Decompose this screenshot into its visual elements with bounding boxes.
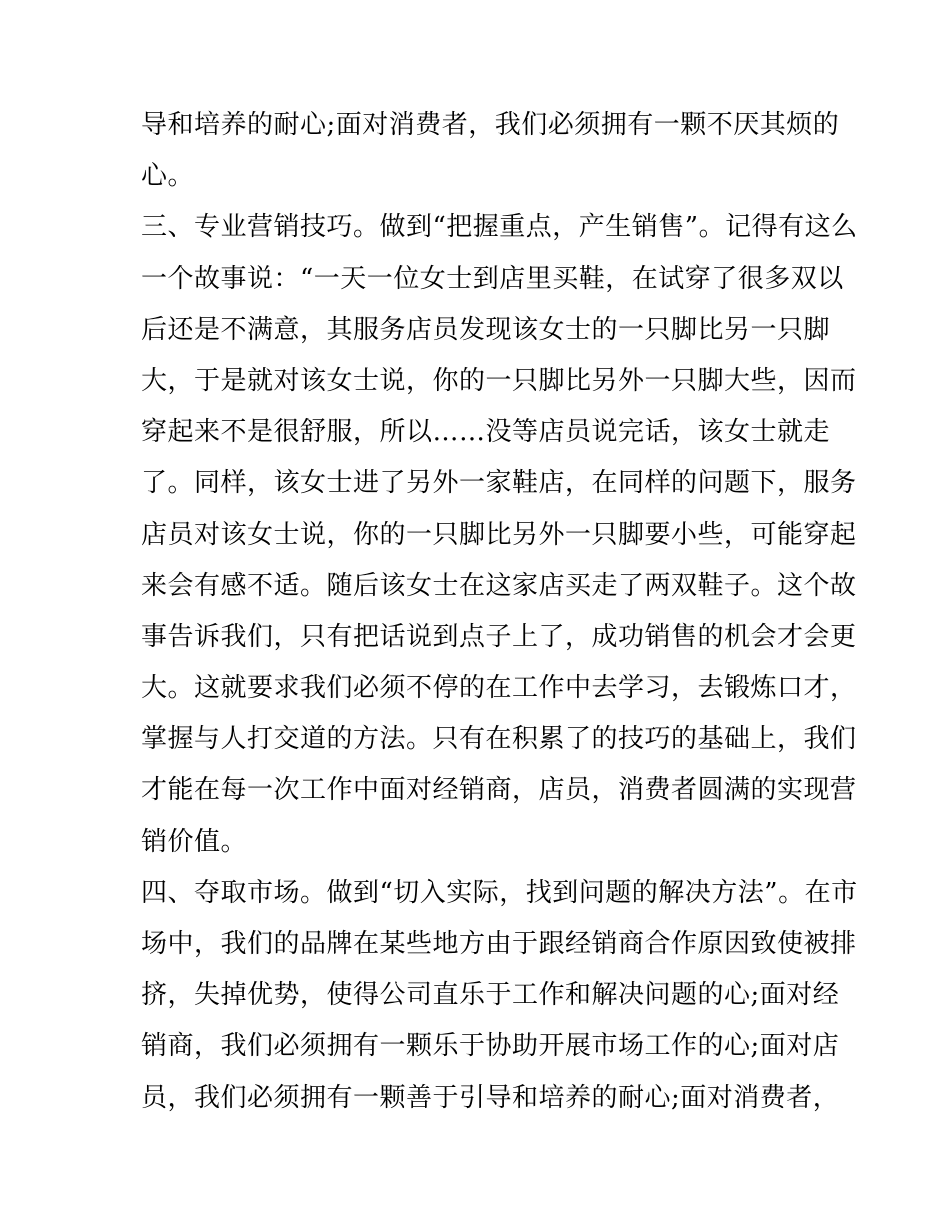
text-line: 三、专业营销技巧。做到“把握重点，产生销售”。记得有这么 (141, 212, 858, 243)
body-text (141, 100, 858, 1124)
text-line: 心。 (141, 161, 195, 192)
text-line: 穿起来不是很舒服，所以……没等店员说完话，该女士就走 (141, 417, 831, 448)
text-line: 挤，失掉优势，使得公司直乐于工作和解决问题的心;面对经 (141, 980, 840, 1011)
text-line: 掌握与人打交道的方法。只有在积累了的技巧的基础上，我们 (141, 724, 857, 755)
text-line: 销商，我们必须拥有一颗乐于协助开展市场工作的心;面对店 (141, 1031, 840, 1062)
text-line: 事告诉我们，只有把话说到点子上了，成功销售的机会才会更 (141, 621, 857, 652)
text-line: 导和培养的耐心;面对消费者，我们必须拥有一颗不厌其烦的 (141, 110, 840, 140)
text-line: 来会有感不适。随后该女士在这家店买走了两双鞋子。这个故 (141, 570, 857, 601)
text-line: 大，于是就对该女士说，你的一只脚比另外一只脚大些，因而 (141, 365, 857, 396)
text-line: 店员对该女士说，你的一只脚比另外一只脚要小些，可能穿起 (141, 519, 857, 550)
text-line: 场中，我们的品牌在某些地方由于跟经销商合作原因致使被排 (141, 929, 857, 959)
text-line: 大。这就要求我们必须不停的在工作中去学习，去锻炼口才， (141, 673, 857, 704)
text-line: 销价值。 (141, 826, 248, 857)
text-line: 才能在每一次工作中面对经销商，店员，消费者圆满的实现营 (141, 775, 857, 806)
text-line: 一个故事说：“一天一位女士到店里买鞋，在试穿了很多双以 (141, 263, 844, 294)
text-line: 四、夺取市场。做到“切入实际，找到问题的解决方法”。在市 (141, 877, 858, 908)
text-line: 员，我们必须拥有一颗善于引导和培养的耐心;面对消费者， (141, 1082, 840, 1113)
text-line: 了。同样，该女士进了另外一家鞋店，在同样的问题下，服务 (141, 468, 857, 499)
text-line: 后还是不满意，其服务店员发现该女士的一只脚比另一只脚 (141, 314, 831, 345)
